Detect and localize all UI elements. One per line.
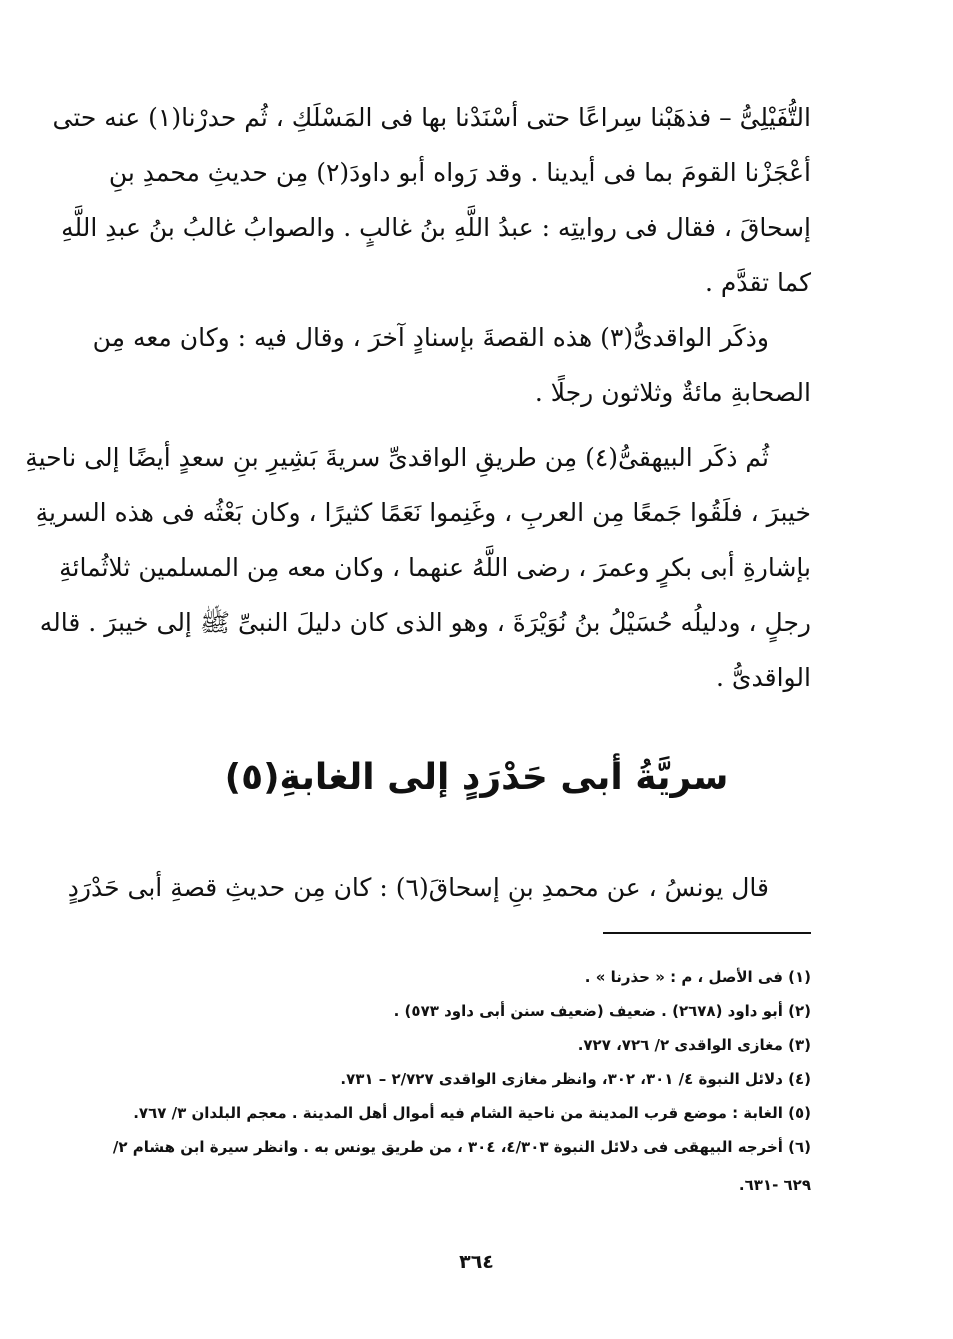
body-line-after-heading: قال يونسُ ، عن محمدِ بنِ إسحاقَ(٦) : كان مِن حديثِ قصةِ أبى حَدْرَدٍ bbox=[67, 873, 769, 902]
section-heading: سريَّةُ أبى حَدْرَدٍ إلى الغابةِ(٥) bbox=[224, 757, 729, 798]
body-line-6: الصحابةِ مائةٌ وثلاثون رجلًا . bbox=[534, 378, 811, 407]
footnote-3: (٣) مغازى الواقدى ٢/ ٧٢٦، ٧٢٧. bbox=[577, 1036, 811, 1054]
body-line-2: أعْجَزْنا القومَ بما فى أيدينا . وقد رَواه أبو داودَ(٢) مِن حديثِ محمدِ بنِ bbox=[108, 158, 811, 187]
body-line-4: كما تقدَّم . bbox=[704, 268, 811, 297]
footnote-2: (٢) أبو داود (٢٦٧٨) . ضعيف (ضعيف سنن أبى داود ٥٧٣) . bbox=[393, 1002, 811, 1020]
footnote-1: (١) فى الأصل ، م : « حذرنا » . bbox=[584, 968, 811, 986]
footnote-5: (٥) الغابة : موضع قرب المدينة من ناحية الشام فيه أموال أهل المدينة . معجم البلدان ٣/ ٧٦٧. bbox=[133, 1104, 811, 1122]
body-line-11: الواقدىُّ . bbox=[716, 663, 811, 692]
body-line-9: بإشارةِ أبى بكرٍ وعمرَ ، رضى اللَّهُ عنهما ، وكان معه مِن المسلمين ثلاثُمائةِ bbox=[59, 553, 811, 582]
body-line-1: التُّفَيْلِىُّ – فذهَبْنا سِراعًا حتى أسْنَدْنا بها فى المَسْلَكِ ، ثُم حدرْنا(١) عنه حتى bbox=[52, 103, 811, 132]
footnote-divider bbox=[603, 932, 811, 934]
body-line-10: رجلٍ ، ودليلُه حُسَيْلُ بنُ نُوَيْرَةَ ، وهو الذى كان دليلَ النبىِّ ﷺ إلى خيبرَ . قاله bbox=[39, 608, 811, 637]
body-line-5: وذكَر الواقدىُّ(٣) هذه القصةَ بإسنادٍ آخرَ ، وقال فيه : وكان معه مِن bbox=[92, 323, 769, 352]
footnote-6: (٦) أخرجه البيهقى فى دلائل النبوة ٤/٣٠٣، ٣٠٤ ، من طريق يونس به . وانظر سيرة ابن هشام ٢/ bbox=[112, 1138, 811, 1156]
body-line-3: إسحاقَ ، فقال فى روايتِه : عبدُ اللَّهِ بنُ غالبٍ . والصوابُ غالبُ بنُ عبدِ اللَّهِ bbox=[61, 213, 811, 242]
footnote-4: (٤) دلائل النبوة ٤/ ٣٠١، ٣٠٢، وانظر مغازى الواقدى ٢/٧٢٧ – ٧٣١. bbox=[340, 1070, 811, 1088]
body-line-8: خيبرَ ، فلَقُوا جَمعًا مِن العربِ ، وغَنِموا نَعَمًا كثيرًا ، وكان بَعْثُه فى هذه السريةِ bbox=[35, 498, 811, 527]
body-line-7: ثُم ذكَر البيهقىُّ(٤) مِن طريقِ الواقدىِّ سريةَ بَشِيرِ بنِ سعدٍ أيضًا إلى ناحيةِ bbox=[25, 443, 769, 472]
footnote-6-continued: ٦٢٩ -٦٣١. bbox=[738, 1176, 811, 1194]
page-number: ٣٦٤ bbox=[459, 1251, 494, 1273]
